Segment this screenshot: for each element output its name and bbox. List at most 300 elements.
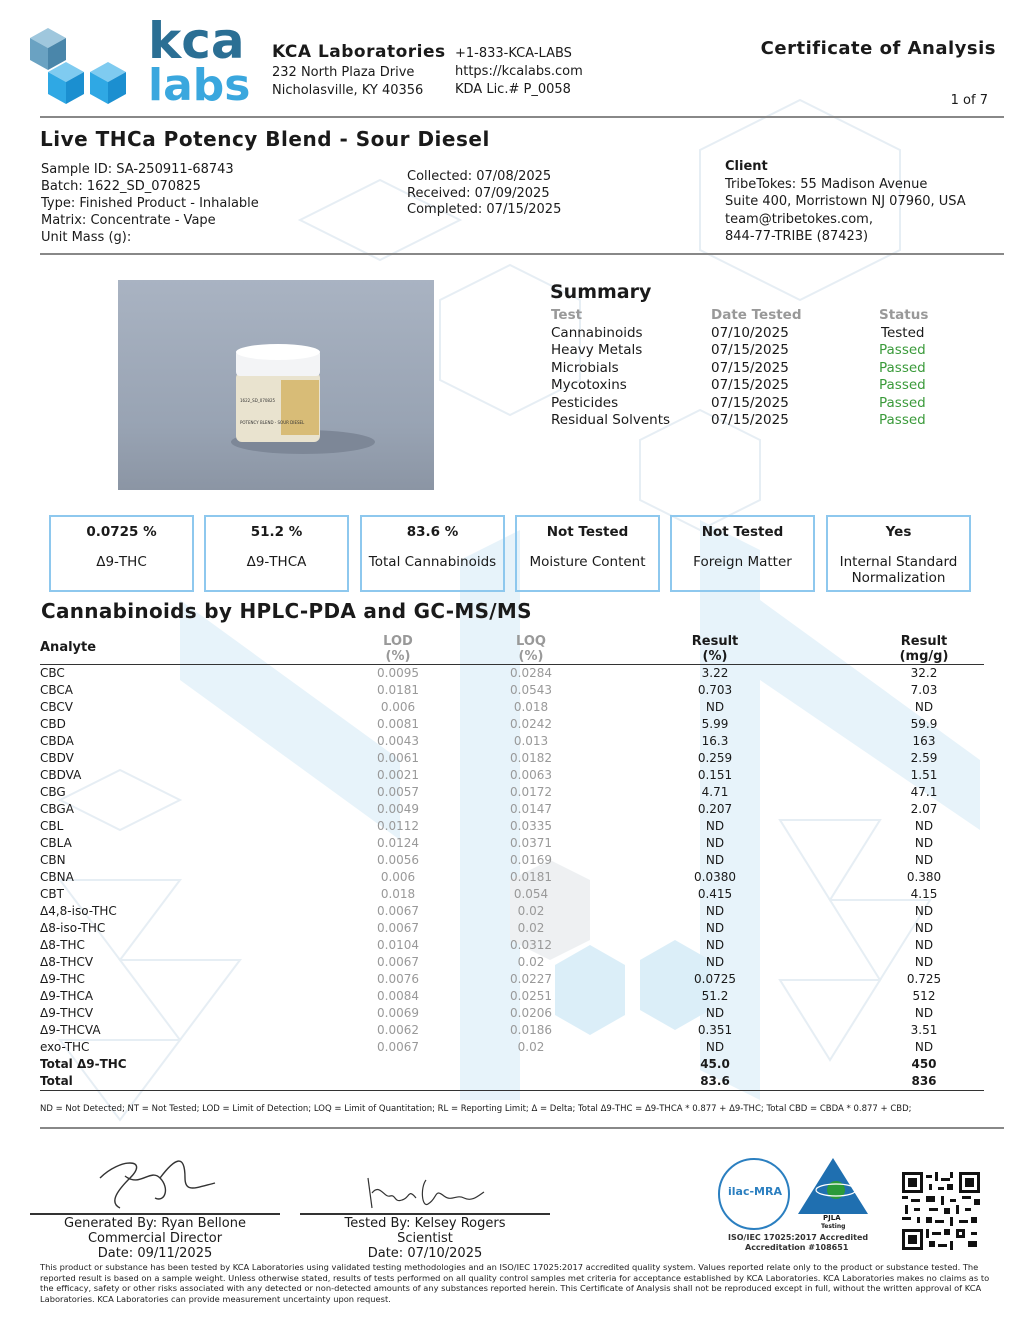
result-mg-value: 512 (912, 989, 936, 1003)
lab-license: KDA Lic.# P_0058 (455, 82, 571, 97)
result-pct-value: ND (705, 1006, 725, 1020)
summary-header-row (551, 307, 971, 325)
pjla-logo (796, 1156, 870, 1216)
lod-value: 0.0104 (377, 938, 419, 952)
lod-cell (190, 903, 508, 920)
analyte-row (40, 835, 984, 852)
result-mg-value: ND (914, 819, 934, 833)
result-pct-value: 83.6 (700, 1074, 730, 1088)
legal-disclaimer: This product or substance has been tested by KCA Laboratories using validated testing methodologies and an ISO/IEC 17025:2017 accredited quality system. Values reported relate only to the product or substance tested. The reported result is based on a sample weight. Unless otherwise stated, results of tests performed on all quality control samples met criteria for acceptance established by KCA Laboratories. KCA Laboratories makes no claims as to the efficacy, safety or other risks associated with any detected or non-detected amounts of any substances reported herein. This Certificate of Analysis shall not be reproduced except in full, without the written approval of KCA Laboratories. KCA Laboratories can provide measurement uncertainty upon request. (40, 1262, 990, 1304)
summary-test: Residual Solvents (551, 412, 671, 428)
loq-result-cell (510, 767, 864, 784)
lod-value: 0.0084 (377, 989, 419, 1003)
result-pct-value: ND (705, 853, 725, 867)
result-mg-value: ND (914, 955, 934, 969)
loq-value: 0.018 (513, 700, 549, 714)
loq-result-cell (510, 971, 864, 988)
signer-1-date: Date: 09/11/2025 (97, 1246, 213, 1261)
lod-cell (190, 818, 508, 835)
jar-label-1: 1622_SD_070825 (240, 398, 276, 403)
col-result-pct-label: Result (691, 634, 739, 649)
analyte-name: CBCV (40, 700, 73, 714)
loq-value: 0.013 (513, 734, 549, 748)
result-mg-value: ND (914, 1006, 934, 1020)
analyte-name: Δ4,8-iso-THC (40, 904, 117, 918)
lod-cell (190, 733, 508, 750)
signature-block-2 (300, 1216, 550, 1261)
summary-status: Passed (879, 394, 926, 411)
result-pct-value: 0.259 (697, 751, 733, 765)
analyte-row (40, 699, 984, 716)
loq-value: 0.02 (517, 904, 545, 918)
client-line-4: 844-77-TRIBE (87423) (725, 229, 869, 244)
result-mg-value: 1.51 (910, 768, 938, 782)
lod-value: 0.0061 (377, 751, 419, 765)
summary-test: Microbials (551, 359, 619, 376)
tile-label: Δ9-THCA (246, 554, 307, 570)
analyte-row (40, 716, 984, 733)
col-lod-label: LOD (383, 634, 413, 649)
summary-date: 07/15/2025 (711, 342, 789, 358)
client-line-3: team@tribetokes.com, (725, 211, 873, 227)
analyte-row (40, 784, 984, 801)
loq-result-cell (513, 886, 864, 903)
result-mg-value: ND (914, 700, 934, 714)
signer-1-name: Generated By: Ryan Bellone (64, 1216, 246, 1231)
lod-cell (190, 920, 508, 937)
tile-value: Yes (885, 524, 912, 540)
summary-col-date: Date Tested (711, 307, 802, 323)
loq-result-cell (513, 699, 864, 716)
summary-row (551, 360, 971, 378)
col-result-mg (864, 634, 984, 665)
lod-cell (190, 852, 508, 869)
lod-value: 0.0112 (377, 819, 419, 833)
analyte-name: CBCA (40, 683, 73, 697)
result-mg-value: ND (914, 1040, 934, 1054)
lab-name: KCA Laboratories (272, 42, 446, 62)
lab-address-2: Nicholasville, KY 40356 (272, 83, 424, 98)
analyte-row (40, 903, 984, 920)
lod-cell (190, 784, 508, 801)
page-number: 1 of 7 (950, 93, 988, 108)
analyte-row (40, 665, 984, 683)
analyte-row (40, 886, 984, 903)
lod-value: 0.006 (380, 870, 416, 884)
result-tile (360, 515, 505, 592)
result-tile (515, 515, 660, 592)
summary-test: Pesticides (551, 394, 619, 411)
summary-col-status: Status (879, 307, 929, 323)
loq-value: 0.02 (517, 921, 545, 935)
lod-value: 0.0067 (377, 904, 419, 918)
lod-cell (190, 971, 508, 988)
result-mg-value: 836 (911, 1074, 937, 1088)
signature-block-1 (30, 1216, 280, 1261)
analyte-row (40, 852, 984, 869)
lod-cell (190, 1056, 508, 1073)
tile-value: Not Tested (701, 524, 784, 540)
result-mg-value: 450 (911, 1057, 937, 1071)
result-mg-value: 163 (912, 734, 936, 748)
loq-result-cell (517, 903, 864, 920)
result-tile (49, 515, 194, 592)
result-mg-value: 0.725 (906, 972, 942, 986)
loq-result-cell (510, 784, 864, 801)
analyte-row (40, 818, 984, 835)
loq-value: 0.0172 (510, 785, 552, 799)
result-mg-value: 47.1 (910, 785, 938, 799)
col-lod-unit: (%) (385, 649, 411, 664)
lod-value: 0.0076 (377, 972, 419, 986)
lod-cell (190, 767, 508, 784)
summary-test: Cannabinoids (551, 324, 643, 341)
abbreviations-footnote: ND = Not Detected; NT = Not Tested; LOD = Limit of Detection; LOQ = Limit of Quantitation; RL = Reporting Limit; Δ = Delta; Total Δ9-THC = Δ9-THCA * 0.877 + Δ9-THC; Total CBD = CBDA * 0.877 + CBD; (40, 1104, 912, 1114)
sample-type: Type: Finished Product - Inhalable (41, 196, 259, 211)
summary-row (551, 342, 971, 360)
analyte-name: Δ8-THCV (40, 955, 94, 969)
col-result-mg-label: Result (900, 634, 948, 649)
analyte-row (40, 920, 984, 937)
signature-ryan-bellone (90, 1148, 230, 1214)
tile-label: Internal Standard Normalization (839, 554, 958, 586)
info-divider (40, 253, 1004, 255)
col-loq-and-result (516, 634, 864, 665)
col-loq-label: LOQ (516, 634, 546, 649)
analyte-name: Δ9-THC (40, 972, 85, 986)
col-lod (190, 634, 508, 665)
analyte-name: CBLA (40, 836, 72, 850)
received-date: Received: 07/09/2025 (407, 185, 550, 201)
result-mg-value: 3.51 (910, 1023, 938, 1037)
summary-row (551, 377, 971, 395)
loq-result-cell (510, 852, 864, 869)
analyte-name: CBGA (40, 802, 74, 816)
lod-value: 0.0062 (377, 1023, 419, 1037)
result-pct-value: 0.415 (697, 887, 733, 901)
analyte-name: CBDA (40, 734, 74, 748)
analyte-row (40, 801, 984, 818)
lod-cell (190, 1005, 508, 1022)
analyte-name: CBNA (40, 870, 74, 884)
loq-value: 0.0169 (510, 853, 552, 867)
analyte-row (40, 750, 984, 767)
lod-cell (190, 835, 508, 852)
result-pct-value: 51.2 (701, 989, 729, 1003)
loq-result-cell (510, 716, 864, 733)
collected-date: Collected: 07/08/2025 (407, 169, 552, 184)
lod-value: 0.0067 (377, 921, 419, 935)
summary-table (551, 307, 971, 430)
loq-result-cell (510, 682, 864, 699)
loq-value: 0.0312 (510, 938, 552, 952)
loq-result-cell (517, 1039, 864, 1056)
result-pct-value: 0.207 (697, 802, 733, 816)
result-mg-value: ND (914, 853, 934, 867)
pjla-text: PJLA (823, 1214, 841, 1222)
analyte-row (40, 954, 984, 971)
analyte-name: Δ9-THCVA (40, 1023, 101, 1037)
client-heading: Client (725, 159, 768, 174)
summary-status: Passed (879, 412, 926, 428)
analyte-name: Δ9-THCA (40, 989, 94, 1003)
loq-result-cell (510, 665, 864, 683)
result-mg-value: 59.9 (910, 717, 938, 731)
loq-value: 0.0242 (510, 717, 552, 731)
lod-value: 0.0056 (377, 853, 419, 867)
loq-value: 0.054 (513, 887, 549, 901)
summary-status: Tested (881, 324, 925, 341)
qr-code[interactable] (902, 1172, 980, 1250)
logo-kca-text: kca (148, 12, 245, 70)
result-mg-value: 4.15 (910, 887, 938, 901)
header-divider (40, 116, 1004, 118)
result-tile (826, 515, 971, 592)
lod-cell (190, 937, 508, 954)
loq-value: 0.0335 (510, 819, 552, 833)
analyte-name: exo-THC (40, 1040, 90, 1054)
tile-value: 83.6 % (406, 524, 459, 540)
col-analyte: Analyte (40, 640, 97, 655)
analyte-name: Total (40, 1074, 73, 1088)
result-mg-value: ND (914, 904, 934, 918)
lod-cell (190, 682, 508, 699)
product-title: Live THCa Potency Blend - Sour Diesel (40, 127, 490, 151)
result-mg-value: ND (914, 921, 934, 935)
summary-row (551, 325, 971, 343)
col-result-pct-unit: (%) (702, 649, 728, 664)
tile-label: Foreign Matter (693, 554, 792, 570)
accreditation-line-1: ISO/IEC 17025:2017 Accredited (728, 1233, 869, 1242)
spacer-cell (508, 1073, 544, 1091)
loq-result-cell (510, 818, 864, 835)
summary-status: Passed (879, 377, 926, 393)
pjla-testing-text: Testing (821, 1223, 846, 1230)
loq-result-cell (544, 1073, 864, 1091)
ilac-mra-text: ilac-MRA (728, 1185, 782, 1198)
analyte-row (40, 937, 984, 954)
result-pct-value: ND (705, 938, 725, 952)
loq-value: 0.0186 (510, 1023, 552, 1037)
lod-value: 0.0095 (377, 666, 419, 680)
lod-cell (190, 716, 508, 733)
logo-labs-text: labs (148, 60, 251, 111)
footnote-divider (40, 1127, 1004, 1129)
result-mg-value: ND (914, 938, 934, 952)
loq-result-cell (510, 750, 864, 767)
lod-cell (190, 954, 508, 971)
loq-value: 0.02 (517, 1040, 545, 1054)
result-pct-value: ND (705, 1040, 725, 1054)
loq-value: 0.0227 (510, 972, 552, 986)
lod-cell (190, 988, 508, 1005)
lod-value: 0.0057 (377, 785, 419, 799)
lab-address-1: 232 North Plaza Drive (272, 65, 415, 80)
client-line-1: TribeTokes: 55 Madison Avenue (725, 176, 928, 192)
lod-value: 0.0081 (377, 717, 419, 731)
summary-row (551, 395, 971, 413)
result-pct-value: ND (705, 904, 725, 918)
lod-cell (190, 1039, 508, 1056)
lab-website: https://kcalabs.com (455, 64, 583, 79)
result-pct-value: 0.0725 (694, 972, 736, 986)
result-pct-value: 3.22 (701, 666, 729, 680)
result-mg-value: ND (914, 836, 934, 850)
sample-info (41, 161, 259, 246)
document-title: Certificate of Analysis (760, 38, 996, 59)
sample-matrix: Matrix: Concentrate - Vape (41, 213, 216, 228)
analyte-name: Total Δ9-THC (40, 1057, 127, 1071)
result-mg-value: 2.07 (910, 802, 938, 816)
signer-2-date: Date: 07/10/2025 (367, 1246, 483, 1261)
tile-label: Δ9-THC (96, 554, 147, 570)
ilac-mra-badge (718, 1158, 790, 1230)
analyte-name: CBG (40, 785, 66, 799)
result-tile (670, 515, 815, 592)
summary-row (551, 412, 971, 430)
analyte-name: Δ9-THCV (40, 1006, 94, 1020)
loq-result-cell (517, 920, 864, 937)
loq-value: 0.0063 (510, 768, 552, 782)
summary-test: Mycotoxins (551, 377, 627, 393)
tile-value: 51.2 % (250, 524, 303, 540)
lod-cell (190, 886, 508, 903)
analyte-name: Δ8-THC (40, 938, 85, 952)
sample-batch: Batch: 1622_SD_070825 (41, 179, 201, 194)
tile-value: 0.0725 % (86, 524, 157, 540)
cannabinoids-table (40, 634, 984, 1091)
analyte-row (40, 1005, 984, 1022)
loq-value: 0.0543 (510, 683, 552, 697)
analyte-row (40, 988, 984, 1005)
analyte-row (40, 1039, 984, 1056)
lod-cell (190, 869, 508, 886)
result-pct-value: 0.151 (697, 768, 733, 782)
jar-illustration (118, 280, 434, 490)
loq-value: 0.0181 (510, 870, 552, 884)
loq-result-cell (517, 954, 864, 971)
summary-heading: Summary (550, 281, 652, 303)
analyte-name: CBD (40, 717, 66, 731)
lod-value: 0.0067 (377, 955, 419, 969)
summary-date: 07/15/2025 (711, 359, 789, 376)
tile-label: Total Cannabinoids (368, 554, 497, 570)
loq-result-cell (544, 1056, 864, 1073)
loq-result-cell (510, 801, 864, 818)
analyte-row (40, 1022, 984, 1039)
summary-date: 07/15/2025 (711, 377, 789, 393)
completed-date: Completed: 07/15/2025 (407, 202, 562, 217)
analyte-row (40, 869, 984, 886)
spacer-cell (508, 1056, 544, 1073)
summary-rows (551, 325, 971, 430)
tile-value: Not Tested (546, 524, 629, 540)
analyte-row (40, 733, 984, 750)
product-photo (118, 280, 434, 490)
client-line-2: Suite 400, Morristown NJ 07960, USA (725, 194, 966, 209)
lod-cell (190, 801, 508, 818)
client-info (725, 158, 966, 246)
loq-value: 0.0251 (510, 989, 552, 1003)
loq-result-cell (510, 988, 864, 1005)
result-mg-value: 0.380 (906, 870, 942, 884)
analyte-row (40, 767, 984, 784)
analyte-row (40, 971, 984, 988)
loq-value: 0.0206 (510, 1006, 552, 1020)
col-result-mg-unit: (mg/g) (899, 649, 949, 664)
signature-kelsey-rogers (360, 1168, 490, 1214)
result-pct-value: 0.0380 (694, 870, 736, 884)
analyte-name: CBN (40, 853, 66, 867)
result-pct-value: 16.3 (701, 734, 729, 748)
loq-result-cell (510, 937, 864, 954)
summary-date: 07/10/2025 (711, 324, 789, 341)
kca-cubes-logo (26, 24, 136, 110)
sample-unit-mass: Unit Mass (g): (41, 230, 132, 245)
lod-value: 0.0021 (377, 768, 419, 782)
lod-value: 0.0069 (377, 1006, 419, 1020)
result-pct-value: ND (705, 700, 725, 714)
loq-result-cell (510, 1005, 864, 1022)
analyte-name: CBT (40, 887, 64, 901)
lod-cell (190, 665, 508, 683)
lod-value: 0.0181 (377, 683, 419, 697)
cannabinoids-body (40, 665, 984, 1091)
cannabinoids-header-row (40, 634, 984, 665)
analyte-name: Δ8-iso-THC (40, 921, 106, 935)
result-mg-value: 7.03 (910, 683, 938, 697)
result-pct-value: ND (705, 955, 725, 969)
analyte-name: CBL (40, 819, 64, 833)
loq-result-cell (510, 835, 864, 852)
result-pct-value: 45.0 (700, 1057, 730, 1071)
result-mg-value: 32.2 (910, 666, 938, 680)
loq-value: 0.0284 (510, 666, 552, 680)
summary-date: 07/15/2025 (711, 412, 789, 428)
analyte-row (40, 682, 984, 699)
loq-value: 0.02 (517, 955, 545, 969)
summary-col-test: Test (551, 307, 583, 323)
result-tile (204, 515, 349, 592)
total-row (40, 1073, 984, 1091)
loq-value: 0.0182 (510, 751, 552, 765)
lab-phone: +1-833-KCA-LABS (455, 46, 572, 61)
summary-status: Passed (879, 359, 926, 376)
summary-date: 07/15/2025 (711, 394, 789, 411)
analyte-name: CBDV (40, 751, 74, 765)
total-row (40, 1056, 984, 1073)
result-pct-value: 0.703 (697, 683, 733, 697)
result-pct-value: 4.71 (701, 785, 729, 799)
result-pct-value: ND (705, 819, 725, 833)
accreditation-line-2: Accreditation #108651 (745, 1243, 849, 1252)
col-loq-unit: (%) (518, 649, 544, 664)
loq-value: 0.0371 (510, 836, 552, 850)
signature-line-1 (30, 1213, 280, 1215)
loq-result-cell (510, 869, 864, 886)
loq-result-cell (513, 733, 864, 750)
sample-dates (407, 169, 561, 219)
lod-value: 0.0043 (377, 734, 419, 748)
tile-label: Moisture Content (529, 554, 646, 570)
loq-value: 0.0147 (510, 802, 552, 816)
result-pct-value: ND (705, 836, 725, 850)
signer-2-title: Scientist (397, 1231, 453, 1246)
lod-value: 0.0124 (377, 836, 419, 850)
loq-result-cell (510, 1022, 864, 1039)
result-pct-value: 0.351 (697, 1023, 733, 1037)
summary-test: Heavy Metals (551, 342, 643, 358)
